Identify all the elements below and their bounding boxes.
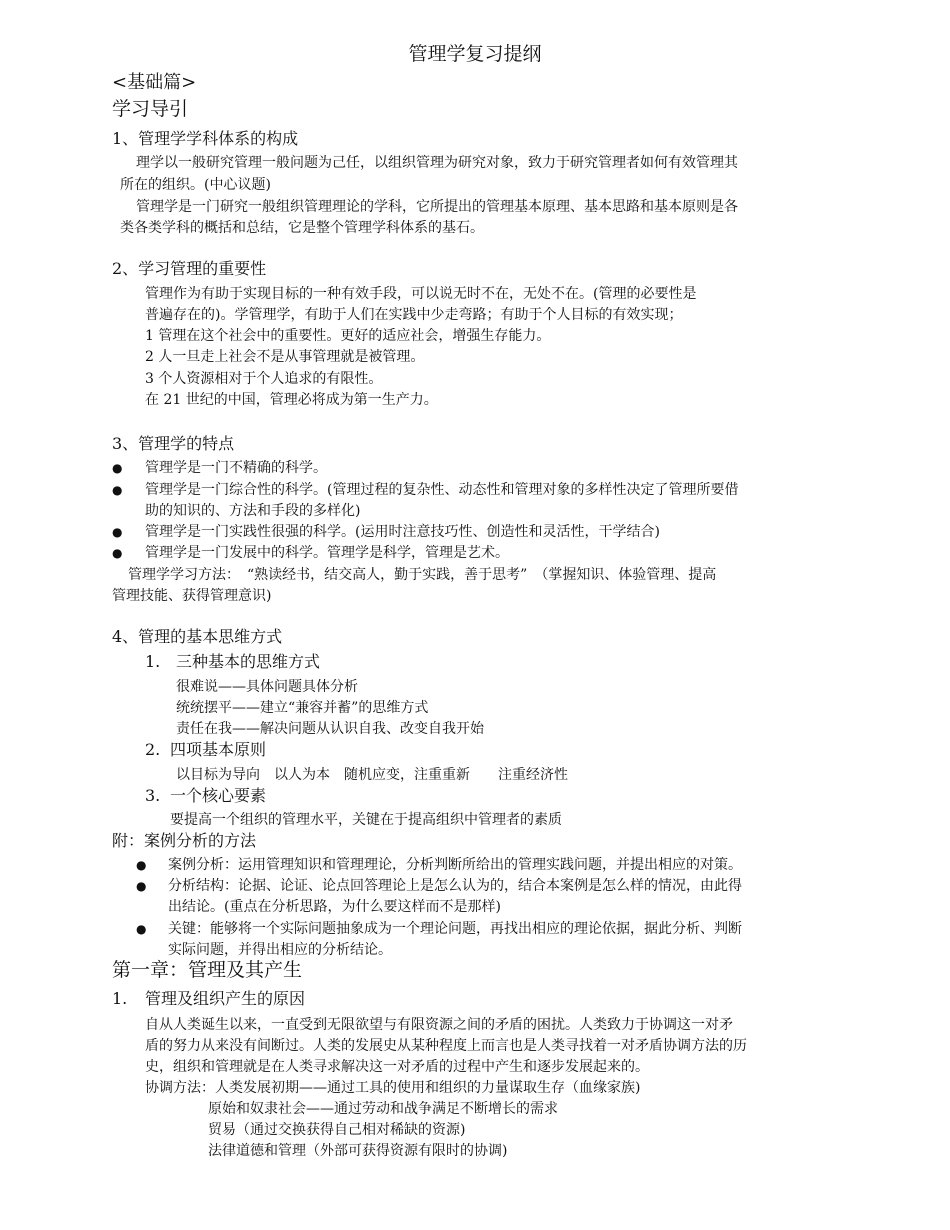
paragraph-line: 类各类学科的概括和总结，它是整个管理学科体系的基石。 (120, 220, 484, 236)
paragraph-line: 自从人类诞生以来，一直受到无限欲望与有限资源之间的矛盾的困扰。人类致力于协调这一对矛 (145, 1017, 733, 1033)
bullet-text-cont: 助的知识的、方法和手段的多样化) (145, 503, 361, 519)
bullet-text: 管理学是一门综合性的科学。(管理过程的复杂性、动态性和管理对象的多样性决定了管理所要借 (145, 482, 739, 498)
bullet-text-cont: 出结论。(重点在分析思路，为什么要这样而不是那样) (168, 899, 501, 915)
intro-heading: 学习导引 (112, 98, 189, 120)
paragraph-line: 在 21 世纪的中国，管理必将成为第一生产力。 (145, 392, 438, 408)
paragraph-line: 理学以一般研究管理一般问题为己任，以组织管理为研究对象，致力于研究管理者如何有效管理其 (136, 155, 738, 171)
bullet-text: 管理学是一门实践性很强的科学。(运用时注意技巧性、创造性和灵活性，干学结合) (145, 524, 660, 540)
paragraph-line: 2 人一旦走上社会不是从事管理就是被管理。 (145, 349, 425, 365)
appendix-heading: 附：案例分析的方法 (112, 831, 257, 850)
paragraph-line: 史，组织和管理就是在人类寻求解决这一对矛盾的过程中产生和逐步发展起来的。 (145, 1059, 649, 1075)
bullet-text: 管理学是一门不精确的科学。 (145, 460, 327, 476)
section-4-heading: 4、管理的基本思维方式 (112, 627, 283, 646)
paragraph-line: 管理作为有助于实现目标的一种有效手段，可以说无时不在，无处不在。(管理的必要性是 (145, 286, 697, 302)
bullet-icon: ● (136, 879, 147, 893)
paragraph-line: 协调方法：人类发展初期——通过工具的使用和组织的力量谋取生存（血缘家族) (145, 1080, 641, 1096)
document-title: 管理学复习提纲 (408, 43, 542, 65)
section-1-heading: 1、管理学学科体系的构成 (112, 129, 299, 148)
numbered-item-number: 3. (145, 786, 161, 805)
paragraph-line: 责任在我——解决问题从认识自我、改变自我开始 (176, 721, 484, 737)
bullet-text: 案例分析：运用管理知识和管理理论，分析判断所给出的管理实践问题，并提出相应的对策。 (168, 857, 742, 873)
section-2-heading: 2、学习管理的重要性 (112, 259, 267, 278)
numbered-item-number: 2. (145, 740, 161, 759)
numbered-item-title: 三种基本的思维方式 (176, 652, 321, 671)
paragraph-line: 贸易（通过交换获得自己相对稀缺的资源) (208, 1122, 466, 1138)
section-3-heading: 3、管理学的特点 (112, 434, 235, 453)
paragraph-line: 所在的组织。(中心议题) (120, 177, 271, 193)
bullet-icon: ● (136, 858, 147, 872)
study-method-line: 管理技能、获得管理意识) (112, 588, 272, 604)
bullet-icon: ● (112, 461, 123, 475)
part-heading: <基础篇> (112, 72, 197, 93)
numbered-item-title: 四项基本原则 (170, 740, 267, 759)
paragraph-line: 3 个人资源相对于个人追求的有限性。 (145, 371, 383, 387)
paragraph-line: 原始和奴隶社会——通过劳动和战争满足不断增长的需求 (208, 1101, 558, 1117)
numbered-item-number: 1. (145, 652, 161, 671)
bullet-text-cont: 实际问题，并得出相应的分析结论。 (168, 942, 392, 958)
paragraph-line: 1 管理在这个社会中的重要性。更好的适应社会，增强生存能力。 (145, 328, 551, 344)
paragraph-line: 以目标为导向 以人为本 随机应变，注重重新 注重经济性 (176, 767, 568, 783)
bullet-icon: ● (112, 483, 123, 497)
bullet-text: 管理学是一门发展中的科学。管理学是科学，管理是艺术。 (145, 545, 509, 561)
bullet-icon: ● (136, 922, 147, 936)
paragraph-line: 普遍存在的)。学管理学，有助于人们在实践中少走弯路；有助于个人目标的有效实现； (145, 307, 683, 323)
paragraph-line: 很难说——具体问题具体分析 (176, 679, 358, 695)
bullet-icon: ● (112, 546, 123, 560)
paragraph-line: 要提高一个组织的管理水平，关键在于提高组织中管理者的素质 (170, 812, 562, 828)
paragraph-line: 法律道德和管理（外部可获得资源有限时的协调) (208, 1143, 508, 1159)
paragraph-line: 盾的努力从来没有间断过。人类的发展史从某种程度上而言也是人类寻找着一对矛盾协调方法的历 (145, 1038, 747, 1054)
paragraph-line: 管理学是一门研究一般组织管理理论的学科，它所提出的管理基本原理、基本思路和基本原则是各 (136, 199, 738, 215)
chapter-1-heading: 第一章：管理及其产生 (112, 959, 303, 981)
numbered-item-title: 一个核心要素 (170, 786, 267, 805)
paragraph-line: 统统摆平——建立“兼容并蓄”的思维方式 (176, 700, 429, 716)
study-method-line: 管理学学习方法： “熟读经书，结交高人，勤于实践，善于思考” （掌握知识、体验管理、提高 (128, 567, 717, 583)
bullet-text: 关键：能够将一个实际问题抽象成为一个理论问题，再找出相应的理论依据，据此分析、判断 (168, 921, 742, 937)
numbered-item-number: 1. (112, 989, 128, 1008)
bullet-icon: ● (112, 525, 123, 539)
numbered-item-title: 管理及组织产生的原因 (145, 989, 306, 1008)
bullet-text: 分析结构：论据、论证、论点回答理论上是怎么认为的，结合本案例是怎么样的情况，由此得 (168, 878, 742, 894)
